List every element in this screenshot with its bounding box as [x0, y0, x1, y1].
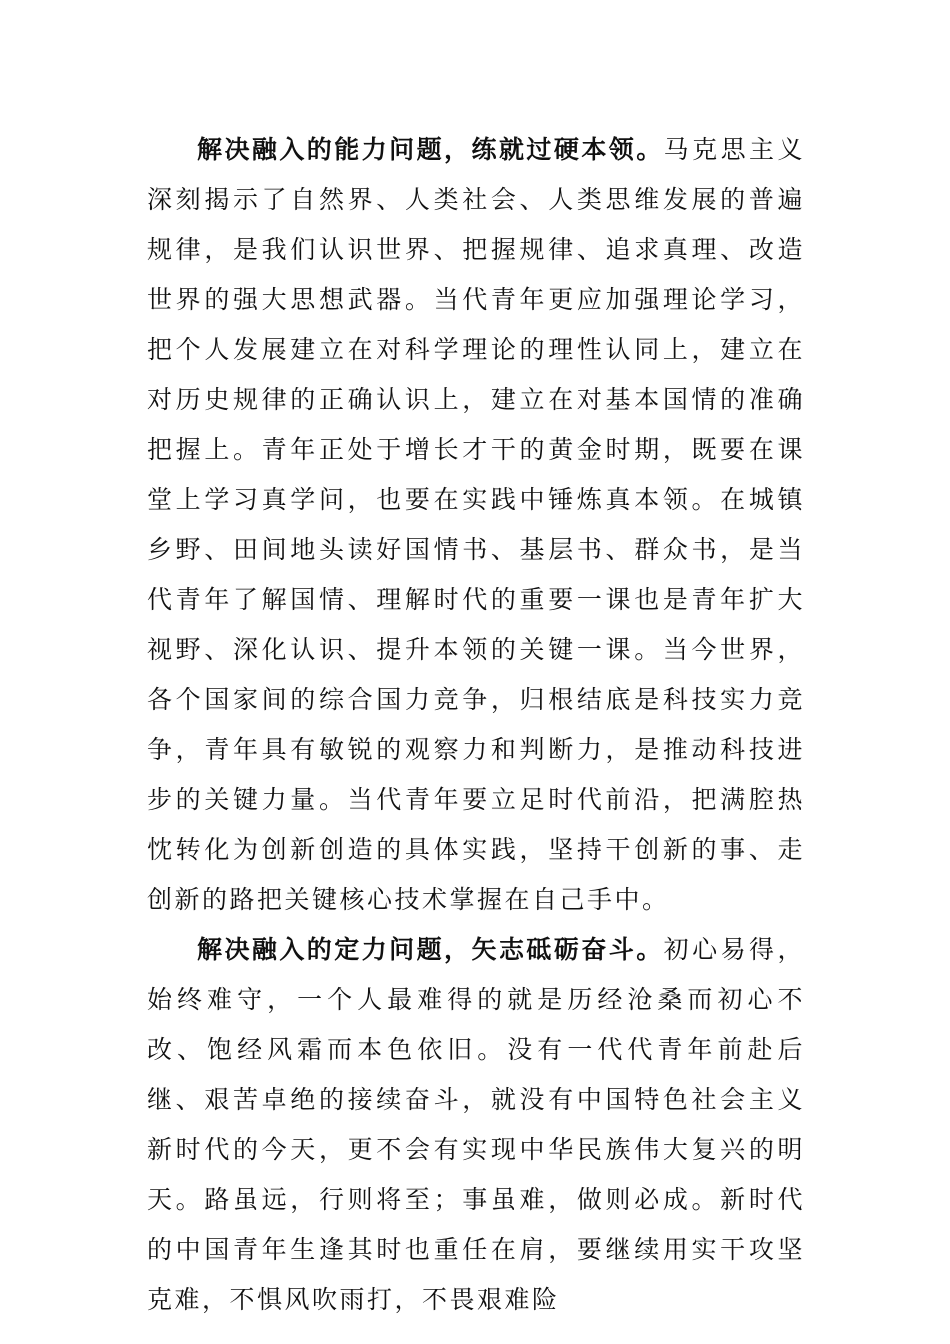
paragraph-capability [147, 125, 805, 925]
paragraph-body: 马克思主义深刻揭示了自然界、人类社会、人类思维发展的普遍规律，是我们认识世界、把握规律、追求真理、改造世界的强大思想武器。当代青年更应加强理论学习，把个人发展建立在对科学理论的理性认同上，建立在对历史规律的正确认识上，建立在对基本国情的准确把握上。青年正处于增长才干的黄金时期，既要在课堂上学习真学问，也要在实践中锤炼真本领。在城镇乡野、田间地头读好国情书、基层书、群众书，是当代青年了解国情、理解时代的重要一课也是青年扩大视野、深化认识、提升本领的关键一课。当今世界，各个国家间的综合国力竞争，归根结底是科技实力竞争，青年具有敏锐的观察力和判断力，是推动科技进步的关键力量。当代青年要立足时代前沿，把满腔热忱转化为创新创造的具体实践，坚持干创新的事、走创新的路把关键核心技术掌握在自己手中。 [147, 135, 805, 914]
paragraph-resolve [147, 925, 805, 1325]
paragraph-heading: 解决融入的能力问题，练就过硬本领。 [197, 135, 664, 164]
document-page [147, 125, 805, 1325]
paragraph-body: 初心易得，始终难守，一个人最难得的就是历经沧桑而初心不改、饱经风霜而本色依旧。没有一代代青年前赴后继、艰苦卓绝的接续奋斗，就没有中国特色社会主义新时代的今天，更不会有实现中华民族伟大复兴的明天。路虽远，行则将至；事虽难，做则必成。新时代的中国青年生逢其时也重任在肩，要继续用实干攻坚克难，不惧风吹雨打，不畏艰难险 [147, 935, 805, 1314]
paragraph-heading: 解决融入的定力问题，矢志砥砺奋斗。 [197, 935, 664, 964]
